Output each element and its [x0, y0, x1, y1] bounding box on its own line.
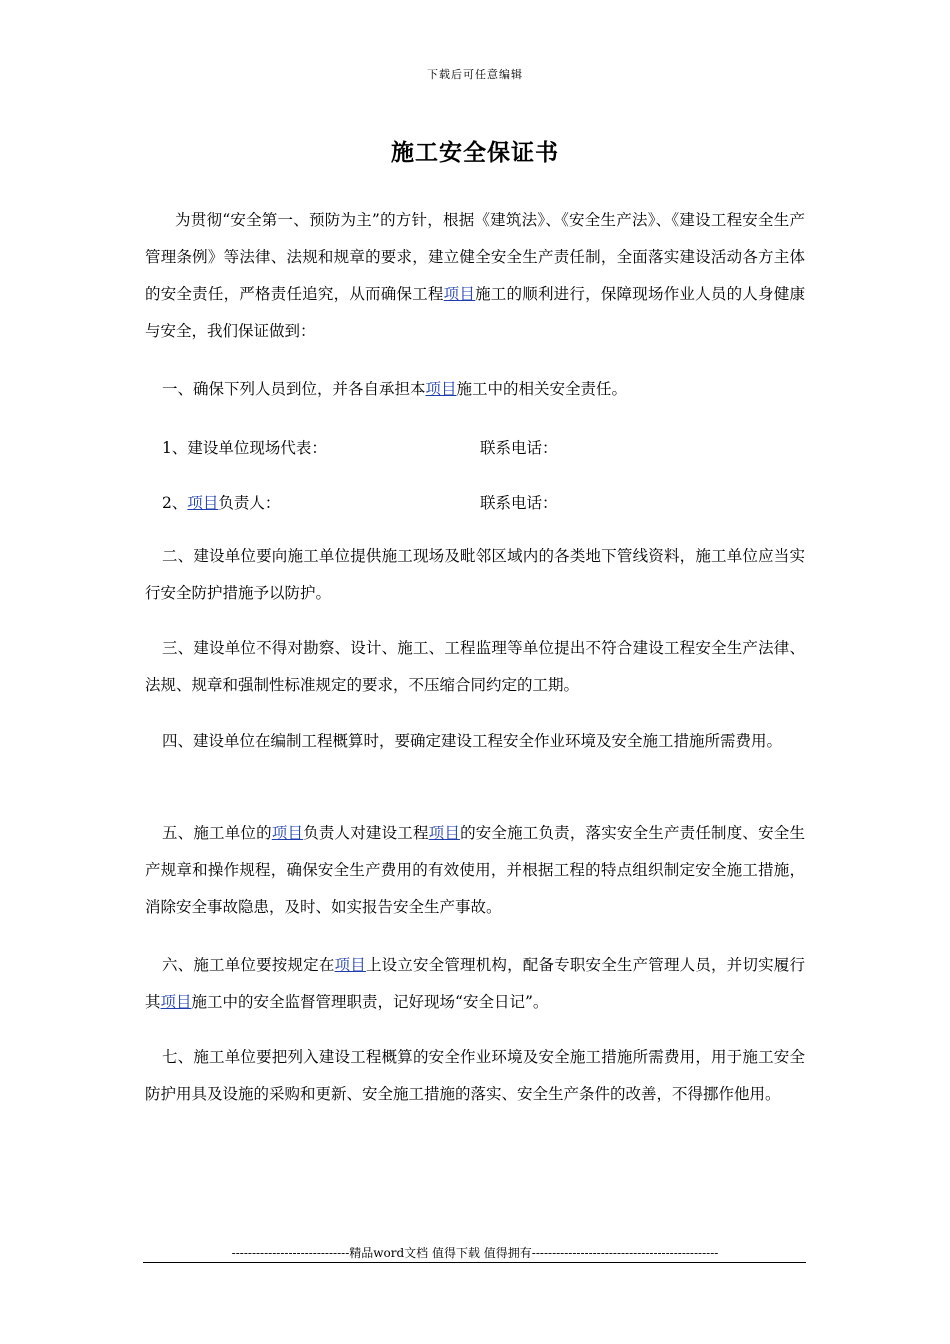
section-5-text-2: 负责人对建设工程	[303, 824, 429, 842]
section-5-text-1: 五、施工单位的	[162, 824, 272, 842]
section-5-project-link-2[interactable]: 项目	[428, 824, 461, 842]
section-6-project-link-2[interactable]: 项目	[160, 993, 192, 1011]
item-1-phone: 联系电话：	[480, 439, 558, 457]
intro-project-link[interactable]: 项目	[443, 285, 476, 303]
section-6-project-link-1[interactable]: 项目	[334, 956, 366, 974]
section-6-text-2: 上设立安全管理机构，配备专职安全生产管理人员，并切实履行其	[145, 956, 805, 1011]
section-5-text-3: 的安全施工负责，落实安全生产责任制度、安全生产规章和操作规程，确保安全生产费用的有效使用，并根据工程的特点组织制定安全施工措施，消除安全事故隐患，及时、如实报告安全生产事故。	[145, 824, 805, 916]
section-6	[145, 947, 805, 1021]
item-1-label: 1、建设单位现场代表：	[162, 439, 327, 457]
intro-text-1: 为贯彻“安全第一、预防为主”的方针，根据《建筑法》、《安全生产法》、《建设工程安全生产管理条例》等法律、法规和规章的要求，建立健全安全生产责任制，全面落实建设活动各方主体的安全责任，严格责任追究，从而确保工程	[145, 211, 805, 303]
section-6-text-1: 六、施工单位要按规定在	[162, 956, 335, 974]
intro-text-2: 施工的顺利进行，保障现场作业人员的人身健康与安全，我们保证做到：	[145, 285, 805, 340]
section-1-project-link[interactable]: 项目	[425, 380, 457, 398]
section-3: 三、建设单位不得对勘察、设计、施工、工程监理等单位提出不符合建设工程安全生产法律、法规、规章和强制性标准规定的要求，不压缩合同约定的工期。	[145, 639, 805, 694]
intro-paragraph	[145, 202, 805, 350]
section-7: 七、施工单位要把列入建设工程概算的安全作业环境及安全施工措施所需费用，用于施工安全防护用具及设施的采购和更新、安全施工措施的落实、安全生产条件的改善，不得挪作他用。	[145, 1048, 805, 1103]
header-note: 下载后可任意编辑	[427, 68, 523, 81]
section-5-project-link-1[interactable]: 项目	[271, 824, 304, 842]
document-title: 施工安全保证书	[391, 139, 559, 166]
section-1-text-end: 施工中的相关安全责任。	[456, 380, 628, 398]
section-5	[145, 815, 805, 926]
section-4: 四、建设单位在编制工程概算时，要确定建设工程安全作业环境及安全施工措施所需费用。	[162, 732, 783, 750]
item-2-suffix: 负责人：	[218, 494, 281, 512]
footer-divider	[143, 1262, 806, 1263]
item-2-project-link[interactable]: 项目	[187, 494, 219, 512]
section-6-text-3: 施工中的安全监督管理职责，记好现场“安全日记”。	[191, 993, 549, 1011]
section-2: 二、建设单位要向施工单位提供施工现场及毗邻区域内的各类地下管线资料，施工单位应当实行安全防护措施予以防护。	[145, 547, 805, 602]
item-2-phone: 联系电话：	[480, 494, 558, 512]
item-2-label	[162, 491, 280, 513]
item-2-prefix: 2、	[162, 494, 188, 512]
footer-text: -----------------------------精品word文档 值得下载 值得拥有----------------------------------------------	[231, 1246, 719, 1260]
section-1	[145, 371, 805, 408]
section-1-text: 一、确保下列人员到位，并各自承担本	[162, 380, 426, 398]
